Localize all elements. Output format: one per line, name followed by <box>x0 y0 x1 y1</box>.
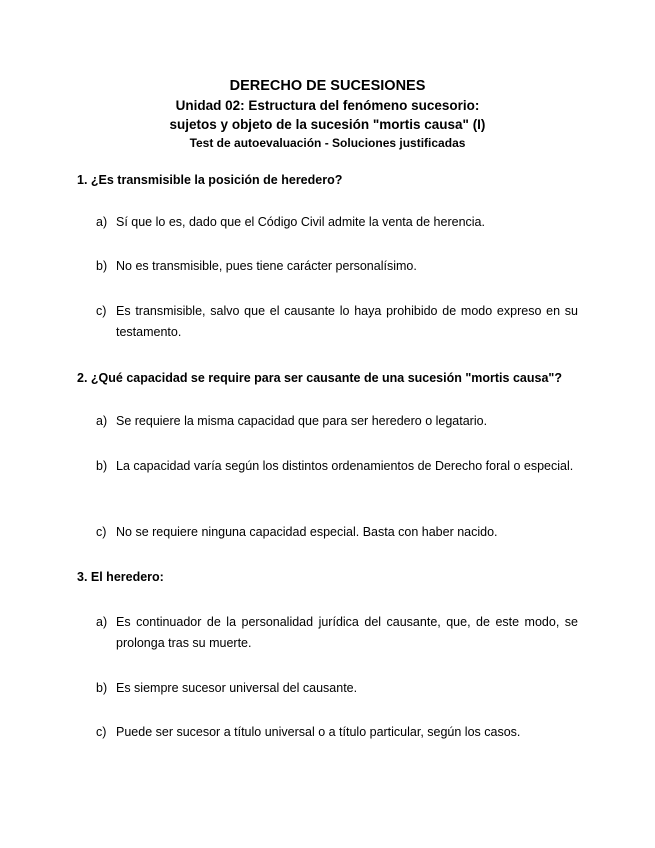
answer-letter: b) <box>96 681 108 695</box>
answer-text: No es transmisible, pues tiene carácter personalísimo. <box>116 259 417 273</box>
answer-letter: a) <box>96 215 108 229</box>
answer-2c <box>96 522 578 543</box>
answer-letter: b) <box>96 459 108 473</box>
question-1: 1. ¿Es transmisible la posición de heredero? <box>77 173 343 187</box>
answer-3c <box>96 722 578 743</box>
answer-1a <box>96 212 578 233</box>
answer-text: Sí que lo es, dado que el Código Civil admite la venta de herencia. <box>116 215 485 229</box>
answer-letter: c) <box>96 525 107 539</box>
answer-letter: a) <box>96 615 108 629</box>
question-2: 2. ¿Qué capacidad se require para ser causante de una sucesión "mortis causa"? <box>77 371 562 385</box>
unit-title-continued: sujetos y objeto de la sucesión "mortis causa" (I) <box>169 117 486 132</box>
answer-text: Puede ser sucesor a título universal o a título particular, según los casos. <box>116 725 521 739</box>
answer-3b <box>96 678 578 699</box>
answer-1c <box>96 301 578 343</box>
answer-text: No se requiere ninguna capacidad especial. Basta con haber nacido. <box>116 525 498 539</box>
answer-text: Es transmisible, salvo que el causante lo haya prohibido de modo expreso en su testamento. <box>116 304 578 339</box>
answer-text: Es continuador de la personalidad jurídica del causante, que, de este modo, se prolonga tras su muerte. <box>116 615 578 650</box>
answer-letter: c) <box>96 304 107 318</box>
answer-3a <box>96 612 578 654</box>
answer-text: La capacidad varía según los distintos ordenamientos de Derecho foral o especial. <box>116 459 574 473</box>
answer-letter: c) <box>96 725 107 739</box>
answer-letter: a) <box>96 414 108 428</box>
answer-2a <box>96 411 578 432</box>
answer-text: Se requiere la misma capacidad que para ser heredero o legatario. <box>116 414 488 428</box>
document-subtitle: Test de autoevaluación - Soluciones justificadas <box>189 136 466 150</box>
course-title: DERECHO DE SUCESIONES <box>229 78 426 94</box>
answer-text: Es siempre sucesor universal del causante. <box>116 681 358 695</box>
unit-title: Unidad 02: Estructura del fenómeno sucesorio: <box>175 98 480 113</box>
question-3: 3. El heredero: <box>77 570 164 584</box>
answer-letter: b) <box>96 259 108 273</box>
answer-1b <box>96 256 578 277</box>
answer-2b <box>96 456 578 477</box>
document-header <box>0 77 655 152</box>
